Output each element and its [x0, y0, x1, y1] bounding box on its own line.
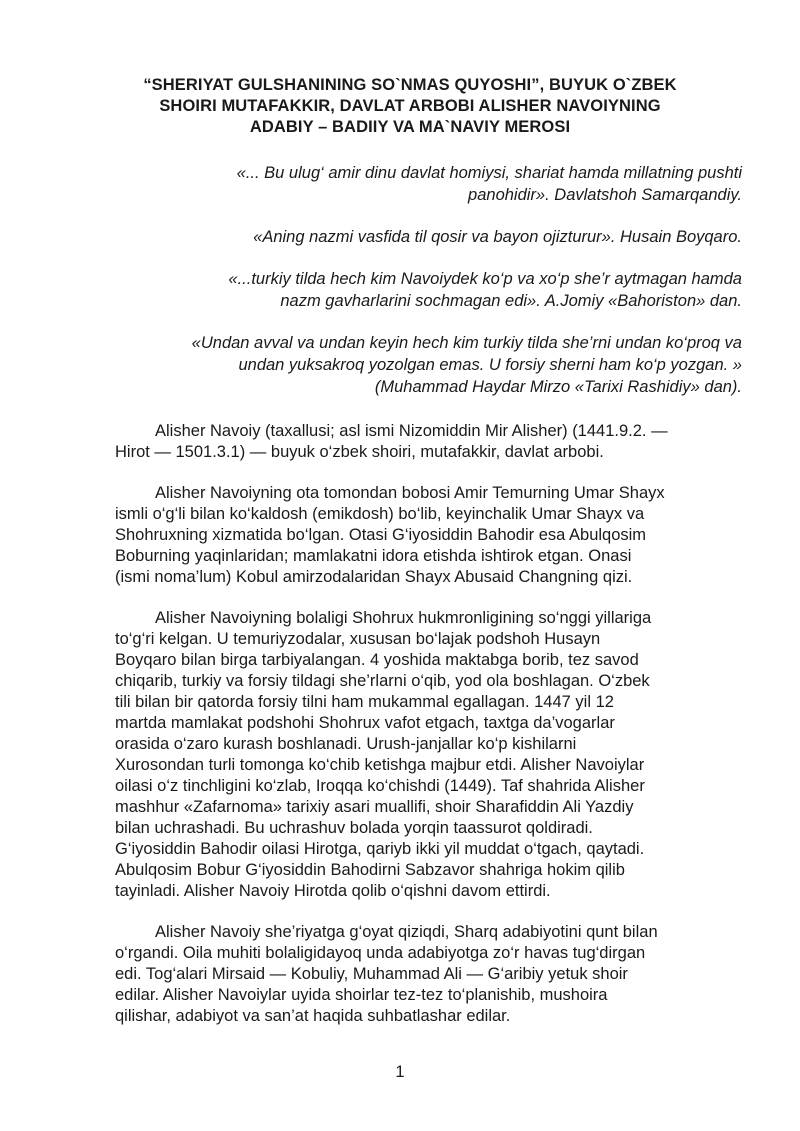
epigraph-line: «Aning nazmi vasfida til qosir va bayon ojizturur». Husain Boyqaro. [253, 228, 742, 246]
paragraph-line: chiqarib, turkiy va forsiy tildagi she’rlarni o‘qib, yod ola boshlagan. O‘zbek [115, 672, 650, 690]
paragraph-line: Alisher Navoiyning bolaligi Shohrux hukmronligining so‘nggi yillariga [155, 609, 652, 627]
body-text [115, 421, 745, 1047]
epigraph-line: «Undan avval va undan keyin hech kim turkiy tilda she’rni undan ko‘proq va [191, 334, 742, 352]
paragraph-line: Alisher Navoiy she’riyatga g‘oyat qiziqdi, Sharq adabiyotini qunt bilan [155, 923, 658, 941]
paragraph-line: tili bilan bir qatorda forsiy tilni ham mukammal egallagan. 1447 yil 12 [115, 693, 614, 711]
paragraph-line: Alisher Navoiyning ota tomondan bobosi Amir Temurning Umar Shayx [155, 484, 665, 502]
paragraph-line: (ismi noma’lum) Kobul amirzodalaridan Shayx Abusaid Changning qizi. [115, 568, 633, 586]
paragraph-line: Boburning yaqinlaridan; mamlakatni idora etishda ishtirok etgan. Onasi [115, 547, 632, 565]
epigraph-line: «... Bu ulug‘ amir dinu davlat homiysi, shariat hamda millatning pushti [236, 164, 742, 182]
paragraph [115, 608, 745, 902]
paragraph-line: mashhur «Zafarnoma» tarixiy asari muallifi, shoir Sharafiddin Ali Yazdiy [115, 798, 634, 816]
epigraph-husain-boyqaro [110, 226, 742, 248]
epigraph-davlatshoh [110, 162, 742, 206]
paragraph-line: oilasi o‘z tinchligini ko‘zlab, Iroqqa ko‘chishdi (1449). Taf shahrida Alisher [115, 777, 645, 795]
title-line: SHOIRI MUTAFAKKIR, DAVLAT ARBOBI ALISHER NAVOIYNING [159, 97, 661, 115]
paragraph-line: Boyqaro bilan birga tarbiyalangan. 4 yoshida maktabga borib, tez savod [115, 651, 639, 669]
epigraph-line: nazm gavharlarini sochmagan edi». A.Jomiy «Bahoriston» dan. [280, 292, 742, 310]
paragraph-line: edilar. Alisher Navoiylar uyida shoirlar tez-tez to‘planishib, mushoira [115, 986, 608, 1004]
paragraph [115, 922, 745, 1027]
epigraph-line: panohidir». Davlatshoh Samarqandiy. [468, 186, 742, 204]
title-line: ADABIY – BADIIY VA MA`NAVIY MEROSI [249, 118, 571, 136]
epigraph-jomiy [110, 268, 742, 312]
paragraph-line: o‘rgandi. Oila muhiti bolaligidayoq unda adabiyotga zo‘r havas tug‘dirgan [115, 944, 646, 962]
page-number: 1 [395, 1063, 405, 1081]
paragraph-line: Shohruxning xizmatida bo‘lgan. Otasi G‘iyosiddin Bahodir esa Abulqosim [115, 526, 647, 544]
paragraph [115, 483, 745, 588]
title-line: “SHERIYAT GULSHANINING SO`NMAS QUYOSHI”, BUYUK O`ZBEK [143, 76, 677, 94]
epigraphs [110, 162, 742, 418]
document-title [110, 75, 710, 138]
epigraph-haydar-mirzo [110, 332, 742, 398]
paragraph-line: ismli o‘g‘li bilan ko‘kaldosh (emikdosh) bo‘lib, keyinchalik Umar Shayx va [115, 505, 645, 523]
paragraph-line: G‘iyosiddin Bahodir oilasi Hirotga, qariyb ikki yil muddat o‘tgach, qaytadi. [115, 840, 645, 858]
paragraph-line: Alisher Navoiy (taxallusi; asl ismi Nizomiddin Mir Alisher) (1441.9.2. — [155, 422, 668, 440]
paragraph-line: Abulqosim Bobur G‘iyosiddin Bahodirni Sabzavor shahriga hokim qilib [115, 861, 625, 879]
paragraph-line: orasida o‘zaro kurash boshlanadi. Urush-janjallar ko‘p kishilarni [115, 735, 577, 753]
epigraph-line: (Muhammad Haydar Mirzo «Tarixi Rashidiy» dan). [374, 378, 742, 396]
paragraph-line: to‘g‘ri kelgan. U temuriyzodalar, xususan bo‘lajak podshoh Husayn [115, 630, 601, 648]
paragraph-line: tayinladi. Alisher Navoiy Hirotda qolib o‘qishni davom ettirdi. [115, 882, 551, 900]
paragraph-line: Hirot — 1501.3.1) — buyuk o‘zbek shoiri, mutafakkir, davlat arbobi. [115, 443, 604, 461]
epigraph-line: «...turkiy tilda hech kim Navoiydek ko‘p va xo‘p she’r aytmagan hamda [228, 270, 742, 288]
paragraph-line: bilan uchrashadi. Bu uchrashuv bolada yorqin taassurot qoldiradi. [115, 819, 593, 837]
paragraph-line: edi. Tog‘alari Mirsaid — Kobuliy, Muhammad Ali — G‘aribiy yetuk shoir [115, 965, 628, 983]
paragraph-line: qilishar, adabiyot va san’at haqida suhbatlashar edilar. [115, 1007, 511, 1025]
paragraph-line: martda mamlakat podshohi Shohrux vafot etgach, taxtga da’vogarlar [115, 714, 615, 732]
paragraph [115, 421, 745, 463]
epigraph-line: undan yuksakroq yozolgan emas. U forsiy sherni ham ko‘p yozgan. » [238, 356, 742, 374]
paragraph-line: Xurosondan turli tomonga ko‘chib ketishga majbur etdi. Alisher Navoiylar [115, 756, 645, 774]
